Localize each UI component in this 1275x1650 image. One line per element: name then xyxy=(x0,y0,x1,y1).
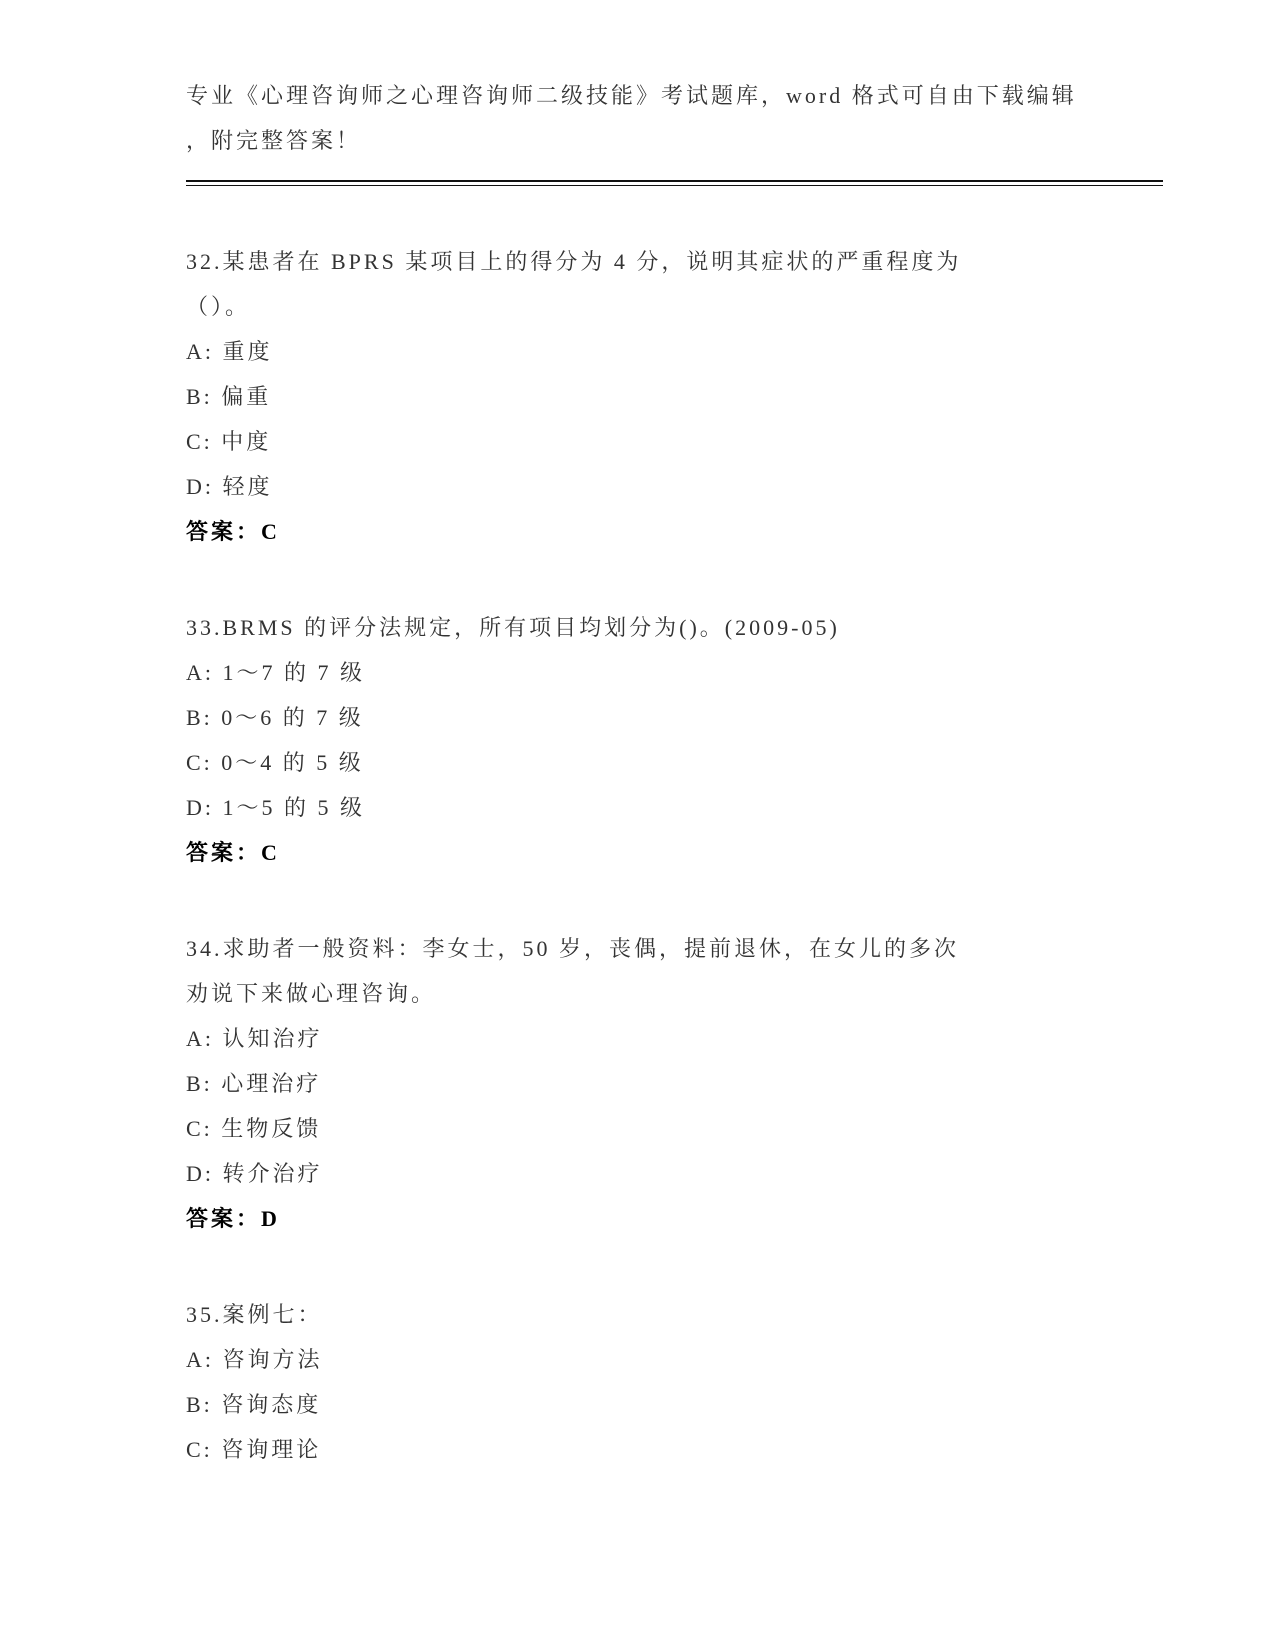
question-text-line: 33.BRMS 的评分法规定，所有项目均划分为()。(2009-05) xyxy=(186,615,840,640)
option-c: C: 0～4 的 5 级 xyxy=(186,750,364,775)
option-a: A: 认知治疗 xyxy=(186,1026,323,1051)
header-divider xyxy=(186,180,1163,186)
question-text-line: 劝说下来做心理咨询。 xyxy=(186,981,437,1006)
question-32 xyxy=(186,239,1175,554)
option-d: D: 1～5 的 5 级 xyxy=(186,795,366,820)
question-text-line: 35.案例七： xyxy=(186,1302,323,1327)
option-c: C: 中度 xyxy=(186,429,272,454)
option-d: D: 转介治疗 xyxy=(186,1161,323,1186)
header-line-1: 专业《心理咨询师之心理咨询师二级技能》考试题库，word 格式可自由下载编辑 xyxy=(186,83,1077,108)
document-header xyxy=(186,73,1175,163)
question-text-line: （）。 xyxy=(186,294,251,319)
answer-line: 答案：D xyxy=(186,1206,280,1231)
option-c: C: 咨询理论 xyxy=(186,1437,322,1462)
question-text-line: 34.求助者一般资料：李女士，50 岁，丧偶，提前退休，在女儿的多次 xyxy=(186,936,960,961)
option-b: B: 心理治疗 xyxy=(186,1071,322,1096)
question-33 xyxy=(186,605,1175,875)
option-a: A: 咨询方法 xyxy=(186,1347,323,1372)
option-b: B: 偏重 xyxy=(186,384,272,409)
answer-line: 答案：C xyxy=(186,519,280,544)
question-34 xyxy=(186,926,1175,1241)
option-b: B: 0～6 的 7 级 xyxy=(186,705,364,730)
questions-list xyxy=(186,239,1175,1472)
option-a: A: 1～7 的 7 级 xyxy=(186,660,366,685)
option-a: A: 重度 xyxy=(186,339,273,364)
option-b: B: 咨询态度 xyxy=(186,1392,322,1417)
question-text-line: 32.某患者在 BPRS 某项目上的得分为 4 分，说明其症状的严重程度为 xyxy=(186,249,962,274)
header-line-2: ，附完整答案！ xyxy=(186,128,362,153)
answer-line: 答案：C xyxy=(186,840,280,865)
question-35 xyxy=(186,1292,1175,1472)
option-c: C: 生物反馈 xyxy=(186,1116,322,1141)
option-d: D: 轻度 xyxy=(186,474,273,499)
